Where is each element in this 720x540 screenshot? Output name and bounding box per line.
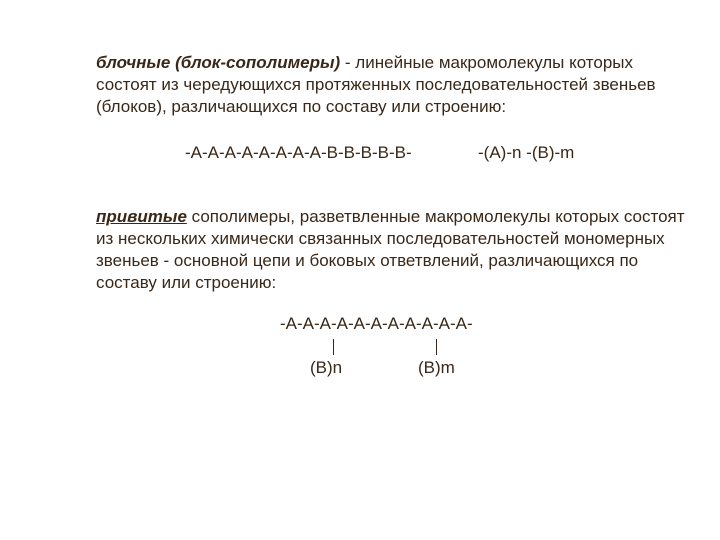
graft-copolymer-definition: сополимеры, разветвленные макромолекулы которых состоят из нескольких химически связанных последовательностей мономерных звеньев - основной цепи и боковых ответвлений, различающихся по составу или строению:	[96, 207, 685, 292]
branch-bond-line-2	[436, 339, 437, 355]
graft-copolymer-term: привитые	[96, 207, 187, 226]
graft-branch-2: (B)m	[418, 358, 455, 377]
block-copolymer-definition: - линейные макромолекулы которых состоят из чередующихся протяженных последовательностей звеньев (блоков), различающихся по составу или строению:	[96, 53, 656, 116]
graft-backbone-formula: -A-A-A-A-A-A-A-A-A-A-A-	[280, 314, 473, 333]
graft-branch-1: (B)n	[310, 358, 343, 377]
graft-copolymer-paragraph	[96, 206, 696, 294]
branch-bond-line-1	[333, 339, 334, 355]
block-copolymer-paragraph	[96, 52, 696, 118]
block-short-formula: -(A)-n -(B)-m	[478, 143, 575, 162]
block-copolymer-term: блочные (блок-сополимеры)	[96, 53, 341, 72]
block-chain-formula: -A-A-A-A-A-A-A-A-B-B-B-B-B-	[185, 143, 412, 162]
